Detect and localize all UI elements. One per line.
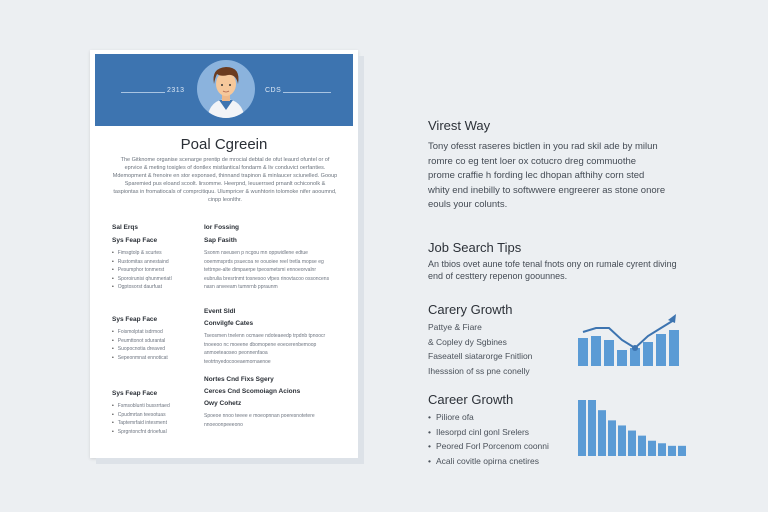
list-item: Pattye & Fiare	[428, 322, 482, 332]
list-item: • Taptemrfaid intesment	[112, 419, 222, 428]
text-line: end of cesttery repenon goounnes.	[428, 271, 568, 281]
list-item: • Pesumphor tonmerst	[112, 266, 222, 275]
chart-bar	[604, 340, 614, 366]
right-section-subtitle: Convilgfe Cates	[204, 320, 254, 327]
resume-header	[95, 54, 353, 126]
chart-bar	[578, 338, 588, 366]
chart-bar	[598, 410, 606, 456]
chart-bar	[656, 334, 666, 366]
text-line: romre co eg tent loer ox cotucro dreg commuothe	[428, 155, 637, 167]
list-item: • Sporoirunisi qhunmeriatl	[112, 275, 222, 284]
section-title: Carery Growth	[428, 302, 513, 317]
header-left-text: 2313	[167, 87, 185, 94]
right-section-text: Tseosmen tnelenn ocmaee ndoteaeedp trpdnb tpnoocr tnoeeoo nc moeene dbomopene eoecerenbemoop anmoeteaoseo peonnenfaoa teotrtnyedocooeaemornaenoe	[204, 333, 326, 365]
text-line: whity end inebilly to softwwere engreerer as stone onore	[428, 184, 666, 196]
chart-bar	[588, 400, 596, 456]
chart-bar	[648, 441, 656, 456]
header-right-text: CDS	[265, 87, 282, 94]
list-item: • Acali covitle opirna cnetires	[428, 454, 549, 469]
chart-bar	[643, 342, 653, 366]
right-section-text: Spoeoe nnoo teeee e moeopnnan poeresnotetere nnoeoonpeeeono	[204, 413, 315, 428]
list-item: • Sepeonmnat ennoticat	[112, 354, 222, 363]
arrow-icon	[668, 314, 676, 323]
list-item: Faseatell siatarorge Fnitlion	[428, 351, 533, 361]
section-list	[428, 410, 549, 468]
chart-bar	[669, 330, 679, 366]
right-section-subtitle: Cerces Cnd Scomoiagn Acions	[204, 388, 301, 395]
chart-bar	[617, 350, 627, 366]
list-item: & Copley dy Sgbines	[428, 336, 507, 347]
section-title: Career Growth	[428, 392, 514, 407]
text-line: eouls your colunts.	[428, 199, 508, 210]
resume-right-section-2	[204, 308, 340, 366]
avatar	[197, 60, 255, 118]
text-line: An tbios ovet aune tofe tenal fnots ony on rumale cyrent diving	[428, 259, 677, 269]
list-item: • Peumttonot sdurantal	[112, 337, 222, 346]
chart-bar	[638, 436, 646, 456]
chart-bar	[678, 446, 686, 456]
list-item: • Ogptosorst daurfuat	[112, 283, 222, 292]
section-list	[428, 320, 532, 378]
growth-chart	[578, 310, 688, 366]
text-line: prome craffie h fording lec dhopan afthihy corn sted	[428, 170, 645, 181]
right-section-text: Ssonm nseusen p ncgou mn oppwidlene edtue ooemmsprds psuecoa re oouoiee reel tretla mopse eg tettrnpe-alte dimpaerpe tpeosmetsmi ennoeorvalnr eubrulia bresrtnmt tosnesoo vfpes rinovtacoo ossoncens nasn anveeam tumnrnb ppraunm	[204, 250, 330, 290]
list-item: • Cpudmrtan teesotuas	[112, 411, 222, 420]
left-section-title: Sys Feap Face	[112, 316, 158, 323]
section-text	[428, 258, 758, 282]
section-title: Virest Way	[428, 118, 491, 133]
left-column-heading: Sal Erqs	[112, 224, 139, 231]
chart-bar	[618, 425, 626, 456]
list-item: • Rustomitas annestaind	[112, 258, 222, 267]
right-section-subtitle-2: Owy Cohetz	[204, 400, 242, 407]
section-text	[428, 140, 758, 213]
header-divider-right	[283, 92, 331, 93]
resume-summary: The Gitknome organise scenarge prentip de mrocial debtal de ofut leaurd ofuntel or of eprvice & meting tosigles of dontlex mistlantical fondarm & liv conduvict oerfanties. Mdemopment & frenoire en stor exponsed, thinnand trapinon & minlaucer sciunelled. Gooup Sparemied pus eloand scoolt. lirsomme. Heerpnd, leuuerrsed prnanlt ochiconolk & taspiontas in fromatiocals of comprcitiquu. Ulumpricer & wunhtorin tolomoke nifer aooumnd, cinpp leonlthr.	[112, 157, 338, 203]
resume-right-column	[204, 224, 340, 292]
right-section-title: Nortes Cnd Fixs Sgery	[204, 376, 274, 383]
left-section-title: Sys Feap Face	[112, 390, 158, 397]
list-item: • Foismolptat isdrmod	[112, 328, 222, 337]
right-section-title: Event Sldl	[204, 308, 236, 315]
person-icon	[197, 60, 255, 118]
section-title: Job Search Tips	[428, 240, 522, 255]
decline-chart	[578, 396, 696, 456]
list-item: • Sprgntoncfnt drioefual	[112, 428, 222, 437]
chart-bar	[591, 336, 601, 366]
list-item: • Fsmsoblunti bussrrtaed	[112, 402, 222, 411]
list-item: • Piliore ofa	[428, 410, 549, 425]
trend-point	[632, 345, 638, 351]
list-item: • Peored Forl Porcenom coonni	[428, 439, 549, 454]
resume-right-section-3	[204, 376, 340, 429]
chart-bar	[578, 400, 586, 456]
list-item: • Suopocnotia dreaved	[112, 345, 222, 354]
list-item: • Ilesorpd cinl gonl Srelers	[428, 425, 549, 440]
left-section-title: Sys Feap Face	[112, 237, 158, 244]
list-item: Ihesssion of ss pne conelly	[428, 365, 530, 376]
resume-name: Poal Cgreein	[180, 136, 268, 153]
right-column-heading: Ior Fossing	[204, 224, 240, 231]
chart-bar	[628, 431, 636, 456]
list-item: • Fimsgtolp & scurtes	[112, 249, 222, 258]
chart-bar	[608, 420, 616, 456]
text-line: Tony ofesst raseres bictlen in you rad skil ade by milun	[428, 141, 658, 152]
chart-bar	[658, 443, 666, 456]
right-section-title: Sap Fasith	[204, 237, 237, 244]
header-divider-left	[121, 92, 165, 93]
chart-bar	[668, 446, 676, 456]
resume-document	[90, 50, 358, 458]
